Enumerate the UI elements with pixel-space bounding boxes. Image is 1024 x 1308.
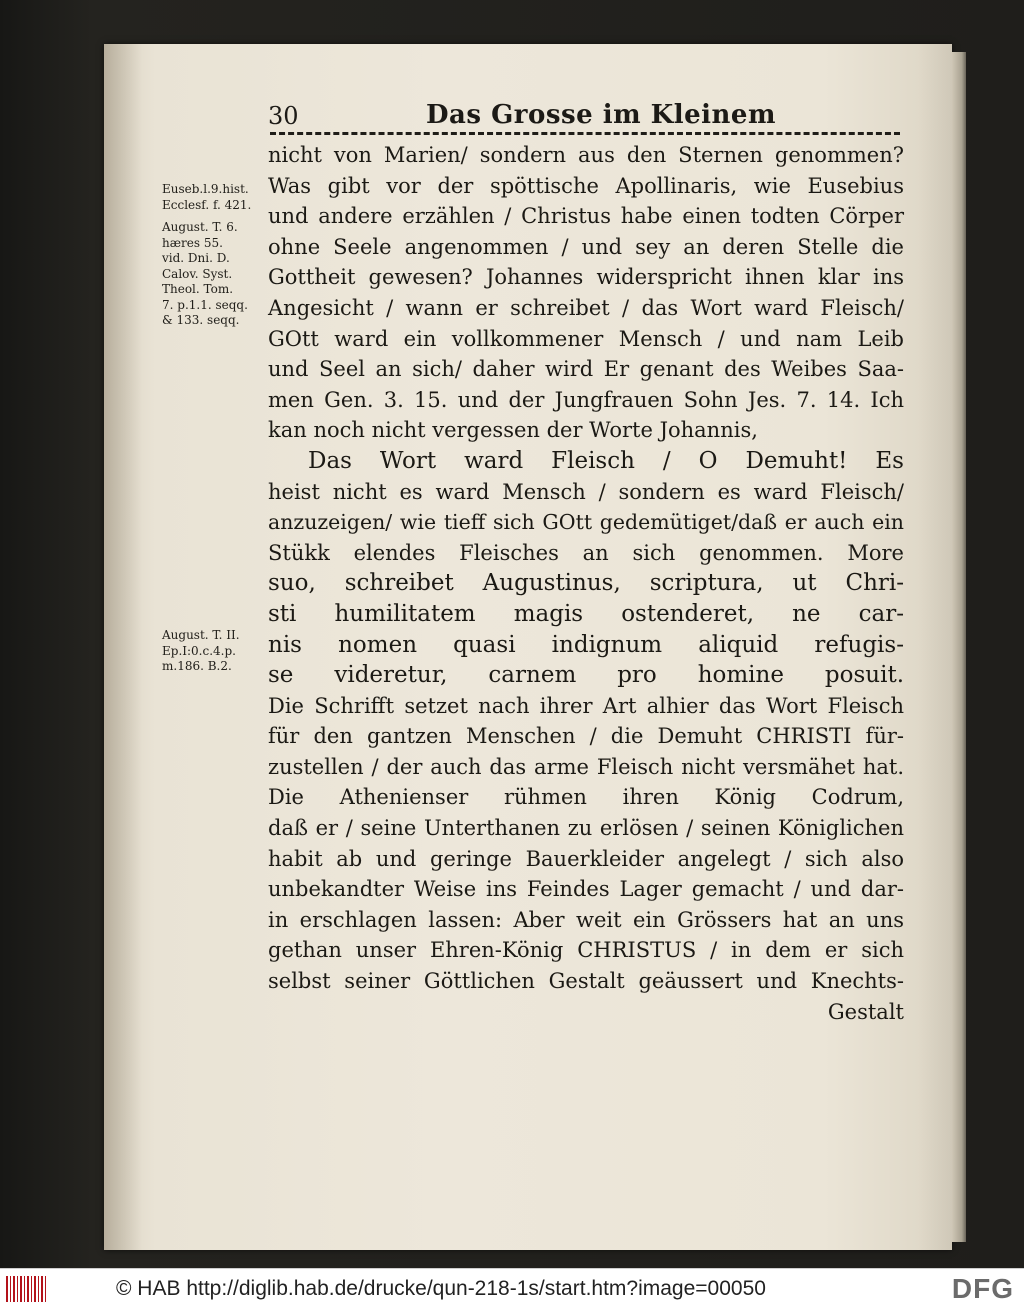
text-line: Was gibt vor der spöttische Apollinaris, wie Eusebius xyxy=(268,173,904,198)
text-line: men Gen. 3. 15. und der Jungfrauen Sohn Jes. 7. 14. Ich xyxy=(268,387,904,412)
running-title: Das Grosse im Kleinem xyxy=(426,100,776,130)
body-text xyxy=(268,140,904,1027)
text-line: Die Athenienser rühmen ihren König Codrum, xyxy=(268,785,904,810)
text-line: GOtt ward ein vollkommener Mensch / und nam Leib xyxy=(268,326,904,351)
latin-quote-line: suo, schreibet Augustinus, scriptura, ut Chri- xyxy=(268,570,904,597)
margin-note-eusebius: Euseb.l.9.hist. Ecclesf. f. 421. xyxy=(162,182,252,212)
text-line: selbst seiner Göttlichen Gestalt geäussert und Knechts- xyxy=(268,969,904,994)
text-line: unbekandter Weise ins Feindes Lager gemacht / und dar- xyxy=(268,877,904,902)
text-line: heist nicht es ward Mensch / sondern es ward Fleisch/ xyxy=(268,479,904,504)
text-line: ohne Seele angenommen / und sey an deren Stelle die xyxy=(268,234,904,259)
text-line: anzuzeigen/ wie tieff sich GOtt gedemütiget/daß er auch ein xyxy=(268,510,904,535)
text-line: Stükk elendes Fleisches an sich genommen. More xyxy=(268,540,904,565)
source-link[interactable]: © HAB http://diglib.hab.de/drucke/qun-218-1s/start.htm?image=00050 xyxy=(116,1277,766,1300)
header-rule xyxy=(270,132,900,135)
text-line: nicht von Marien/ sondern aus den Sternen genommen? xyxy=(268,143,904,167)
text-line: und andere erzählen / Christus habe einen todten Cörper xyxy=(268,204,904,229)
book-page xyxy=(104,44,952,1250)
text-line: gethan unser Ehren-König CHRISTUS / in dem er sich xyxy=(268,938,904,963)
text-line: Angesicht / wann er schreibet / das Wort ward Fleisch/ xyxy=(268,295,904,320)
margin-note-augustine-1: August. T. 6. hæres 55. vid. Dni. D. Calov. Syst. Theol. Tom. 7. p.1.1. seqq. & 133. seqq. xyxy=(162,220,248,327)
text-line: kan noch nicht vergessen der Worte Johannis, xyxy=(268,418,758,443)
text-line: daß er / seine Unterthanen zu erlösen / seinen Königlichen xyxy=(268,816,904,841)
viewer-footer xyxy=(0,1268,1024,1308)
page-gutter-shadow xyxy=(104,44,142,1250)
barcode-icon xyxy=(6,1276,46,1302)
text-line: Gottheit gewesen? Johannes widerspricht ihnen klar ins xyxy=(268,265,904,290)
text-line: und Seel an sich/ daher wird Er genant des Weibes Saa- xyxy=(268,357,904,382)
text-line: Die Schrifft setzet nach ihrer Art alhier das Wort Fleisch xyxy=(268,693,904,718)
dfg-logo: DFG xyxy=(951,1273,1014,1304)
latin-quote-line: se videretur, carnem pro homine posuit. xyxy=(268,662,904,689)
text-line: zustellen / der auch das arme Fleisch nicht versmähet hat. xyxy=(268,754,904,779)
margin-note-augustine-2: August. T. II. Ep.I:0.c.4.p. m.186. B.2. xyxy=(162,628,240,673)
text-line-emphasis: Das Wort ward Fleisch / O Demuht! Es xyxy=(308,447,904,474)
page-number: 30 xyxy=(268,102,299,130)
running-head xyxy=(268,102,828,132)
text-line: für den gantzen Menschen / die Demuht CHRISTI für- xyxy=(268,724,904,749)
page-edge xyxy=(952,52,966,1242)
catchword: Gestalt xyxy=(827,999,904,1024)
text-line: in erschlagen lassen: Aber weit ein Grössers hat an uns xyxy=(268,907,904,932)
latin-quote-line: nis nomen quasi indignum aliquid refugis- xyxy=(268,631,904,658)
text-line: habit ab und geringe Bauerkleider angelegt / sich also xyxy=(268,846,904,871)
latin-quote-line: sti humilitatem magis ostenderet, ne car- xyxy=(268,600,904,627)
